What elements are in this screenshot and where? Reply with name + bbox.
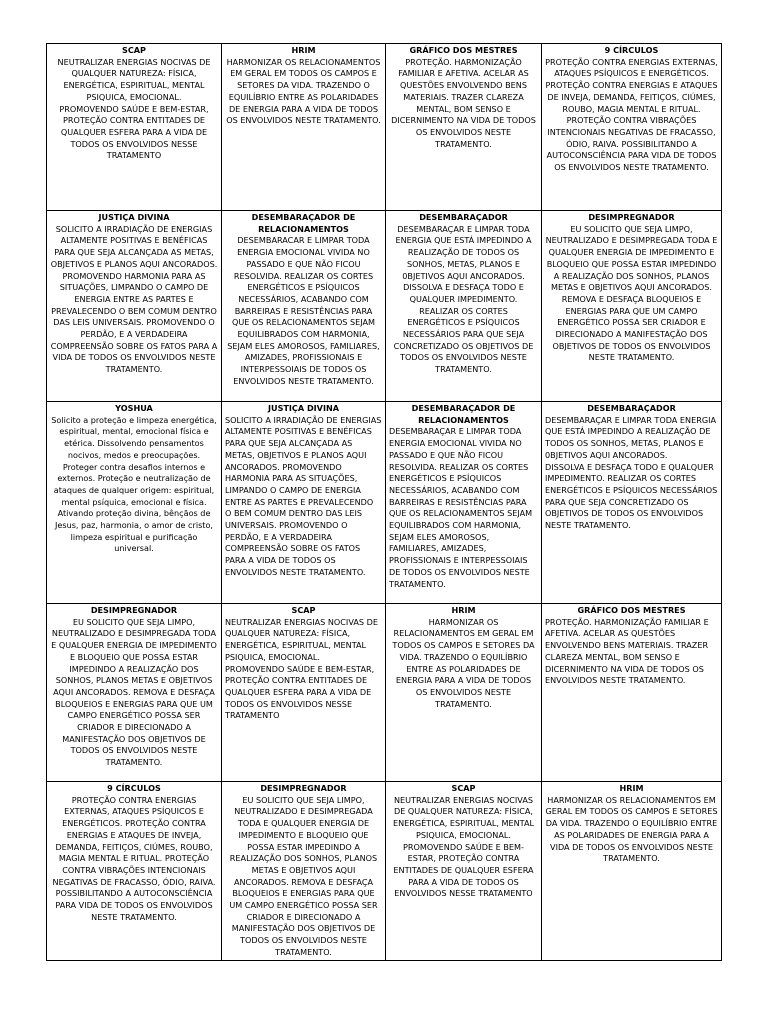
card-text: EU SOLICITO QUE SEJA LIMPO, NEUTRALIZADO E DESIMPREGADA TODA E QUALQUER ENERGIA DE IMPEDIMENTO E BLOQUEIO QUE POSSA ESTAR IMPEDINDO A REALIZAÇÃO DOS SONHOS, PLANOS METAS E OBJETIVOS AQUI ANCORADOS. REMOVA E DESFAÇA BLOQUEIOS E ENERGIAS PARA QUE UM CAMPO ENERGÉTICO POSSA SER CRIADOR E DIRECIONADO A MANIFESTAÇÃO DOS OBJETIVOS DE TODOS OS ENVOLVIDOS NESTE TRATAMENTO.	[545, 223, 718, 363]
card-hrim	[542, 782, 722, 961]
card-scap	[386, 782, 542, 961]
card-desimpregnador	[542, 211, 722, 402]
card-grafico-dos-mestres	[386, 44, 542, 211]
card-text: Solicito a proteção e limpeza energética, espiritual, mental, emocional física e etérica. Dissolvendo pensamentos nocivos, medos e preocupações. Proteger contra desafios internos e externos. Proteção e neutralização de ataques de qualquer origem: espiritual, mental psíquica, emocional e física. Ativando proteção divina, bênçãos de Jesus, paz, harmonia, o amor de cristo, limpeza espiritual e purificação universal.	[51, 414, 217, 554]
card-title: HRIM	[291, 45, 316, 55]
card-text: NEUTRALIZAR ENERGIAS NOCIVAS DE QUALQUER NATUREZA: FÍSICA, ENERGÉTICA, ESPIRITUAL, MENTAL PSIQUICA, EMOCIONAL. PROMOVENDO SAÚDE E BEM-ESTAR, PROTEÇÃO CONTRA ENTITADES DE QUALQUER ESFERA PARA A VIDA DE TODOS OS ENVOLVIDOS NESSE TRATAMENTO	[57, 56, 211, 161]
card-title: DESEMBARAÇADOR DE RELACIONAMENTOS	[411, 403, 516, 425]
card-title: DESEMBARAÇADOR	[587, 403, 676, 413]
card-justica-divina	[47, 211, 222, 402]
card-title: DESIMPREGNADOR	[90, 605, 178, 615]
card-text: SOLICITO A IRRADIAÇÃO DE ENERGIAS ALTAMENTE POSITIVAS E BENÉFICAS PARA QUE SEJA ALCANÇADA AS METAS, OBJETIVOS E PLANOS AQUI ANCORADOS. PROMOVENDO HARMONIA PARA AS SITUAÇÕES, LIMPANDO O CAMPO DE ENERGIA ENTRE AS PARTES E PREVALECENDO O BEM COMUM DENTRO DAS LEIS UNIVERSAIS. PROMOVENDO O PERDÃO, E A VERDADEIRA COMPREENSÃO SOBRE OS FATOS PARA A VIDA DE TODOS OS ENVOLVIDOS NESTE TRATAMENTO.	[225, 414, 382, 577]
card-text: NEUTRALIZAR ENERGIAS NOCIVAS DE QUALQUER NATUREZA: FÍSICA, ENERGÉTICA, ESPIRITUAL, MENTAL PSIQUICA, EMOCIONAL. PROMOVENDO SAÚDE E BEM-ESTAR, PROTEÇÃO CONTRA ENTITADES DE QUALQUER ESFERA PARA A VIDA DE TODOS OS ENVOLVIDOS NESSE TRATAMENTO	[225, 616, 378, 721]
card-title: YOSHUA	[115, 403, 153, 413]
card-title: DESIMPREGNADOR	[588, 212, 675, 222]
card-text: HARMONIZAR OS RELACIONAMENTOS EM GERAL EM TODOS OS CAMPOS E SETORES DA VIDA. TRAZENDO O EQUILÍBRIO ENTRE AS POLARIDADES DE ENERGIA PARA A VIDA DE TODOS OS ENVOLVIDOS NESTE TRATAMENTO.	[226, 56, 381, 126]
card-text: PROTEÇÃO. HARMONIZAÇÃO FAMILIAR E AFETIVA. ACELAR AS QUESTÕES ENVOLVENDO BENS MATERIAIS. TRAZER CLAREZA MENTAL, BOM SENSO E DICERNIMENTO NA VIDA DE TODOS OS ENVOLVIDOS NESTE TRATAMENTO.	[391, 56, 536, 149]
card-text: HARMONIZAR OS RELACIONAMENTOS EM GERAL EM TODOS OS CAMPOS E SETORES DA VIDA. TRAZENDO O EQUILÍBRIO ENTRE AS POLARIDADES DE ENERGIA PARA A VIDA DE TODOS OS ENVOLVIDOS NESTE TRATAMENTO.	[392, 616, 535, 709]
card-text: DESEMBARAÇAR E LIMPAR TODA ENERGIA QUE ESTÁ IMPEDINDO A REALIZAÇÃO DE TODOS OS SONHOS, METAS, PLANOS E 0BJETIVOS AQUI ANCORADOS. DISSOLVA E DESFAÇA TODO E QUALQUER IMPEDIMENTO. REALIZAR OS CORTES ENERGÉTICOS E PSÍQUICOS NECESSÁRIOS PARA QUE SEJA CONCRETIZADO OS OBJETIVOS DE TODOS OS ENVOLVIDOS NESTE TRATAMENTO.	[393, 223, 534, 375]
card-title: DESEMBARAÇADOR DE RELACIONAMENTOS	[251, 212, 356, 234]
card-scap	[222, 604, 386, 782]
table-row	[47, 402, 722, 604]
table-row	[47, 44, 722, 211]
card-yoshua	[47, 402, 222, 604]
card-text: SOLICITO A IRRADIAÇÃO DE ENERGIAS ALTAMENTE POSITIVAS E BENÉFICAS PARA QUE SEJA ALCANÇADA AS METAS, OBJETIVOS E PLANOS AQUI ANCORADOS. PROMOVENDO HARMONIA PARA AS SITUAÇÕES, LIMPANDO O CAMPO DE ENERGIA ENTRE AS PARTES E PREVALECENDO O BEM COMUM DENTRO DAS LEIS UNIVERSAIS. PROMOVENDO O PERDÃO, E A VERDADEIRA COMPREENSÃO SOBRE OS FATOS PARA A VIDA DE TODOS OS ENVOLVIDOS NESTE TRATAMENTO.	[50, 223, 218, 375]
card-desimpregnador	[222, 782, 386, 961]
card-desimpregnador	[47, 604, 222, 782]
card-justica-divina	[222, 402, 386, 604]
card-text: EU SOLICITO QUE SEJA LIMPO, NEUTRALIZADO E DESIMPREGADA TODA E QUALQUER ENERGIA DE IMPEDIMENTO E BLOQUEIO QUE POSSA ESTAR IMPEDINDO A REALIZAÇÃO DOS SONHOS, PLANOS METAS E OBJETIVOS AQUI ANCORADOS. REMOVA E DESFAÇA BLOQUEIOS E ENERGIAS PARA QUE UM CAMPO ENERGÉTICO POSSA SER CRIADOR E DIRECIONADO A MANIFESTAÇÃO DOS OBJETIVOS DE TODOS OS ENVOLVIDOS NESTE TRATAMENTO.	[229, 794, 378, 957]
card-title: DESIMPREGNADOR	[260, 783, 347, 793]
card-title: GRÁFICO DOS MESTRES	[577, 605, 686, 615]
card-title: HRIM	[451, 605, 476, 615]
card-text: EU SOLICITO QUE SEJA LIMPO, NEUTRALIZADO E DESIMPREGADA TODA E QUALQUER ENERGIA DE IMPEDIMENTO E BLOQUEIO QUE POSSA ESTAR IMPEDINDO A REALIZAÇÃO DOS SONHOS, PLANOS METAS E OBJETIVOS AQUI ANCORADOS. REMOVA E DESFAÇA BLOQUEIOS E ENERGIAS PARA QUE UM CAMPO ENERGÉTICO POSSA SER CRIADOR E DIRECIONADO A MANIFESTAÇÃO DOS OBJETIVOS DE TODOS OS ENVOLVIDOS NESTE TRATAMENTO.	[51, 616, 217, 768]
card-text: PROTEÇÃO CONTRA ENERGIAS EXTERNAS, ATAQUES PSÍQUICOS E ENERGÉTICOS. PROTEÇÃO CONTRA ENERGIAS E ATAQUES DE INVEJA, DEMANDA, FEITIÇOS, CIÚMES, ROUBO, MAGIA MENTAL E RITUAL. PROTEÇÃO CONTRA VIBRAÇÕES INTENCIONAIS NEGATIVAS DE FRACASSO, ÓDIO, RAIVA. POSSIBILITANDO A AUTOCONSCIÊNCIA PARA VIDA DE TODOS OS ENVOLVIDOS NESTE TRATAMENTO.	[52, 794, 216, 922]
card-title: SCAP	[122, 45, 146, 55]
card-9-circulos	[47, 782, 222, 961]
card-title: SCAP	[451, 783, 476, 793]
card-text: DESEMBARAÇAR E LIMPAR TODA ENERGIA EMOCIONAL VIVIDA NO PASSADO E QUE NÃO FICOU RESOLVIDA. REALIZAR OS CORTES ENERGÉTICOS E PSÍQUICOS NECESSÁRIOS, ACABANDO COM BARREIRAS E RESISTÊNCIAS PARA QUE OS RELACIONAMENTOS SEJAM EQUILIBRADOS COM HARMONIA, SEJAM ELES AMOROSOS, FAMILIARES, AMIZADES, PROFISSIONAIS E INTERPESSOIAIS DE TODOS OS ENVOLVIDOS NESTE TRATAMENTO.	[389, 426, 533, 589]
card-text: NEUTRALIZAR ENERGIAS NOCIVAS DE QUALQUER NATUREZA: FÍSICA, ENERGÉTICA, ESPIRITUAL, MENTAL PSIQUICA, EMOCIONAL. PROMOVENDO SAÚDE E BEM-ESTAR, PROTEÇÃO CONTRA ENTITADES DE QUALQUER ESFERA PARA A VIDA DE TODOS OS ENVOLVIDOS NESSE TRATAMENTO	[392, 794, 535, 899]
table-row	[47, 211, 722, 402]
card-title: DESEMBARAÇADOR	[419, 212, 508, 222]
card-grafico-dos-mestres	[542, 604, 722, 782]
card-title: 9 CÍRCULOS	[107, 783, 161, 793]
card-text: HARMONIZAR OS RELACIONAMENTOS EM GERAL EM TODOS OS CAMPOS E SETORES DA VIDA. TRAZENDO O EQUILÍBRIO ENTRE AS POLARIDADES DE ENERGIA PARA A VIDA DE TODOS OS ENVOLVIDOS NESTE TRATAMENTO.	[545, 794, 718, 864]
card-9-circulos	[542, 44, 722, 211]
card-text: PROTEÇÃO. HARMONIZAÇÃO FAMILIAR E AFETIVA. ACELAR AS QUESTÕES ENVOLVENDO BENS MATERIAIS. TRAZER CLAREZA MENTAL, BOM SENSO E DICERNIMENTO NA VIDA DE TODOS OS ENVOLVIDOS NESTE TRATAMENTO.	[545, 616, 709, 686]
card-desembaracador	[386, 211, 542, 402]
card-desembaracador-de-relacionamentos	[386, 402, 542, 604]
table-row	[47, 782, 722, 961]
table-row	[47, 604, 722, 782]
card-hrim	[386, 604, 542, 782]
card-scap	[47, 44, 222, 211]
card-hrim	[222, 44, 386, 211]
card-text: PROTEÇÃO CONTRA ENERGIAS EXTERNAS, ATAQUES PSÍQUICOS E ENERGÉTICOS. PROTEÇÃO CONTRA ENERGIAS E ATAQUES DE INVEJA, DEMANDA, FEITIÇOS, CIÚMES, ROUBO, MAGIA MENTAL E RITUAL. PROTEÇÃO CONTRA VIBRAÇÕES INTENCIONAIS NEGATIVAS DE FRACASSO, ÓDIO, RAIVA. POSSIBILITANDO A AUTOCONSCIÊNCIA PARA VIDA DE TODOS OS ENVOLVIDOS NESTE TRATAMENTO.	[545, 56, 718, 173]
card-text: DESEMBARACAR E LIMPAR TODA ENERGIA EMOCIONAL VIVIDA NO PASSADO E QUE NÃO FICOU RESOLVIDA. REALIZAR OS CORTES ENERGÉTICOS E PSÍQUICOS NECESSÁRIOS, ACABANDO COM BARREIRAS E RESISTÊNCIAS PARA QUE OS RELACIONAMENTOS SEJAM EQUILIBRADOS COM HARMONIA, SEJAM ELES AMOROSOS, FAMILIARES, AMIZADES, PROFISSIONAIS E INTERPESSOIAIS DE TODOS OS ENVOLVIDOS NESTE TRATAMENTO.	[227, 235, 380, 386]
card-title: HRIM	[619, 783, 644, 793]
card-title: GRÁFICO DOS MESTRES	[409, 45, 518, 55]
card-title: JUSTIÇA DIVINA	[98, 212, 170, 222]
card-title: SCAP	[291, 605, 316, 615]
card-title: 9 CÍRCULOS	[604, 45, 659, 55]
card-desembaracador-de-relacionamentos	[222, 211, 386, 402]
card-desembaracador	[542, 402, 722, 604]
card-title: JUSTIÇA DIVINA	[267, 403, 339, 413]
treatment-cards-table	[46, 43, 722, 961]
card-text: DESEMBARAÇAR E LIMPAR TODA ENERGIA QUE ESTÁ IMPEDINDO A REALIZAÇÃO DE TODOS OS SONHOS, METAS, PLANOS E 0BJETIVOS AQUI ANCORADOS. DISSOLVA E DESFAÇA TODO E QUALQUER IMPEDIMENTO. REALIZAR OS CORTES ENERGÉTICOS E PSÍQUICOS NECESSÁRIOS PARA QUE SEJA CONCRETIZADO OS OBJETIVOS DE TODOS OS ENVOLVIDOS NESTE TRATAMENTO.	[545, 414, 718, 531]
